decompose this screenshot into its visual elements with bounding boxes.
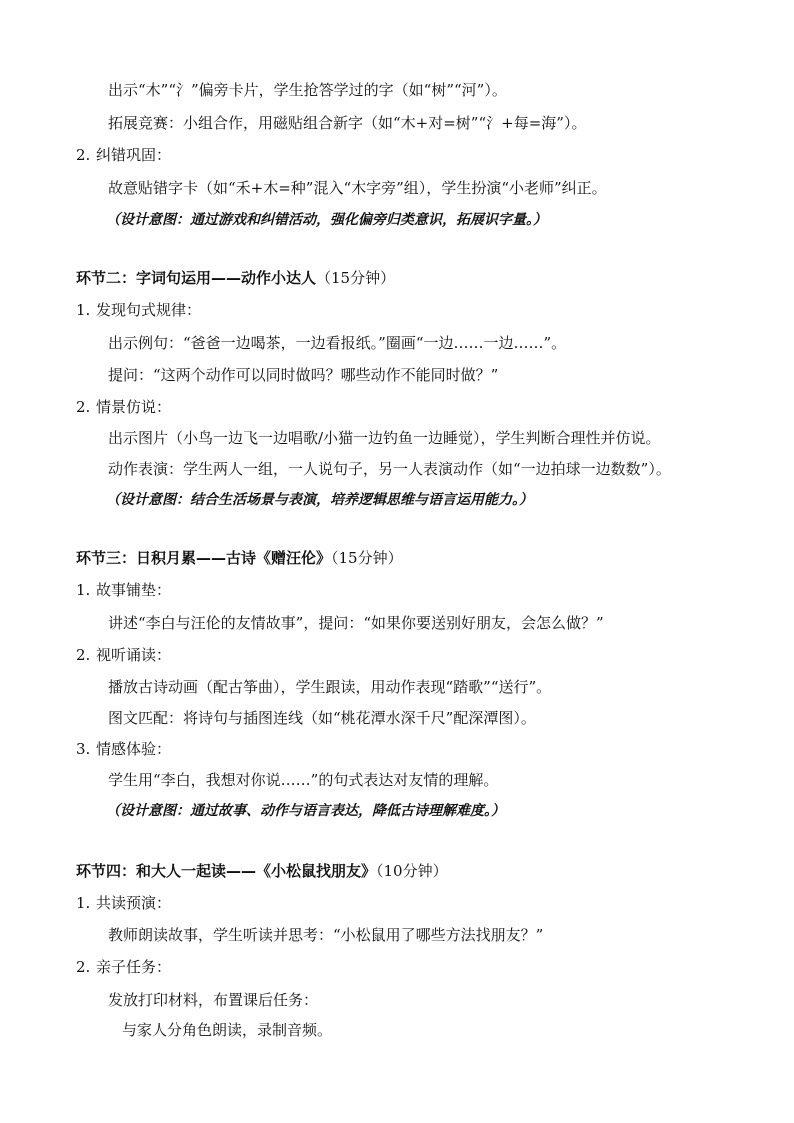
paragraph-line: 出示“木”“氵”偏旁卡片，学生抢答学过的字（如“树”“河”）。 [108, 81, 507, 99]
paragraph-line: 出示图片（小鸟一边飞一边唱歌/小猫一边钓鱼一边睡觉），学生判断合理性并仿说。 [108, 429, 661, 447]
section-title: 环节三：日积月累——古诗《赠汪伦》 [76, 549, 332, 567]
design-intent-note: （设计意图：通过游戏和纠错活动，强化偏旁归类意识，拓展识字量。） [106, 212, 547, 228]
section-time: （15分钟） [316, 269, 396, 287]
paragraph-line: 发放打印材料，布置课后任务： [108, 991, 319, 1009]
list-item-title: 情感体验： [96, 740, 172, 758]
section-title: 环节二：字词句运用——动作小达人 [76, 269, 317, 287]
list-item [76, 957, 171, 977]
paragraph-line: 图文匹配：将诗句与插图连线（如“桃花潭水深千尺”配深潭图）。 [108, 709, 536, 727]
list-number: 1. [76, 301, 91, 319]
list-number: 2. [76, 958, 91, 976]
list-number: 2. [76, 146, 91, 164]
section-title: 环节四：和大人一起读——《小松鼠找朋友》 [76, 862, 377, 880]
paragraph-line: 动作表演：学生两人一组，一人说句子，另一人表演动作（如“一边拍球一边数数”）。 [108, 460, 671, 478]
paragraph-line: 提问：“这两个动作可以同时做吗？哪些动作不能同时做？” [108, 366, 499, 384]
paragraph-line: 与家人分角色朗读，录制音频。 [122, 1021, 333, 1039]
list-number: 3. [76, 740, 91, 758]
list-item [76, 300, 201, 320]
list-item [76, 397, 171, 417]
list-item [76, 893, 171, 913]
list-item-title: 视听诵读： [96, 646, 172, 664]
paragraph-line: 故意贴错字卡（如“禾+木=种”混入“木字旁”组），学生扮演“小老师”纠正。 [108, 179, 607, 197]
list-number: 1. [76, 581, 91, 599]
list-item-title: 亲子任务： [96, 958, 172, 976]
list-number: 1. [76, 894, 91, 912]
section-time: （15分钟） [331, 549, 403, 567]
list-item-title: 发现句式规律： [96, 301, 202, 319]
list-item-title: 故事铺垫： [96, 581, 172, 599]
paragraph-line: 播放古诗动画（配古筝曲），学生跟读，用动作表现“踏歌”“送行”。 [108, 678, 552, 696]
paragraph-line: 讲述“李白与汪伦的友情故事”，提问：“如果你要送别好朋友，会怎么做？” [108, 614, 604, 632]
section-heading [76, 861, 448, 881]
list-item [76, 739, 171, 759]
paragraph-line: 教师朗读故事，学生听读并思考：“小松鼠用了哪些方法找朋友？” [108, 926, 544, 944]
list-item [76, 645, 171, 665]
design-intent-note: （设计意图：结合生活场景与表演，培养逻辑思维与语言运用能力。） [106, 492, 533, 508]
design-intent-note: （设计意图：通过故事、动作与语言表达，降低古诗理解难度。） [106, 803, 505, 819]
list-item [76, 145, 171, 165]
section-time: （10分钟） [376, 862, 448, 880]
list-item-title: 情景仿说： [96, 398, 172, 416]
section-heading [76, 268, 395, 288]
paragraph-line: 拓展竞赛：小组合作，用磁贴组合新字（如“木+对=树”“氵+每=海”）。 [108, 114, 587, 132]
list-item-title: 纠错巩固： [96, 146, 172, 164]
list-item-title: 共读预演： [96, 894, 172, 912]
list-number: 2. [76, 646, 91, 664]
paragraph-line: 出示例句：“爸爸一边喝茶，一边看报纸。”圈画“一边……一边……”。 [108, 334, 567, 352]
list-number: 2. [76, 398, 91, 416]
paragraph-line: 学生用“李白，我想对你说……”的句式表达对友情的理解。 [108, 771, 499, 789]
list-item [76, 580, 171, 600]
section-heading [76, 548, 403, 568]
